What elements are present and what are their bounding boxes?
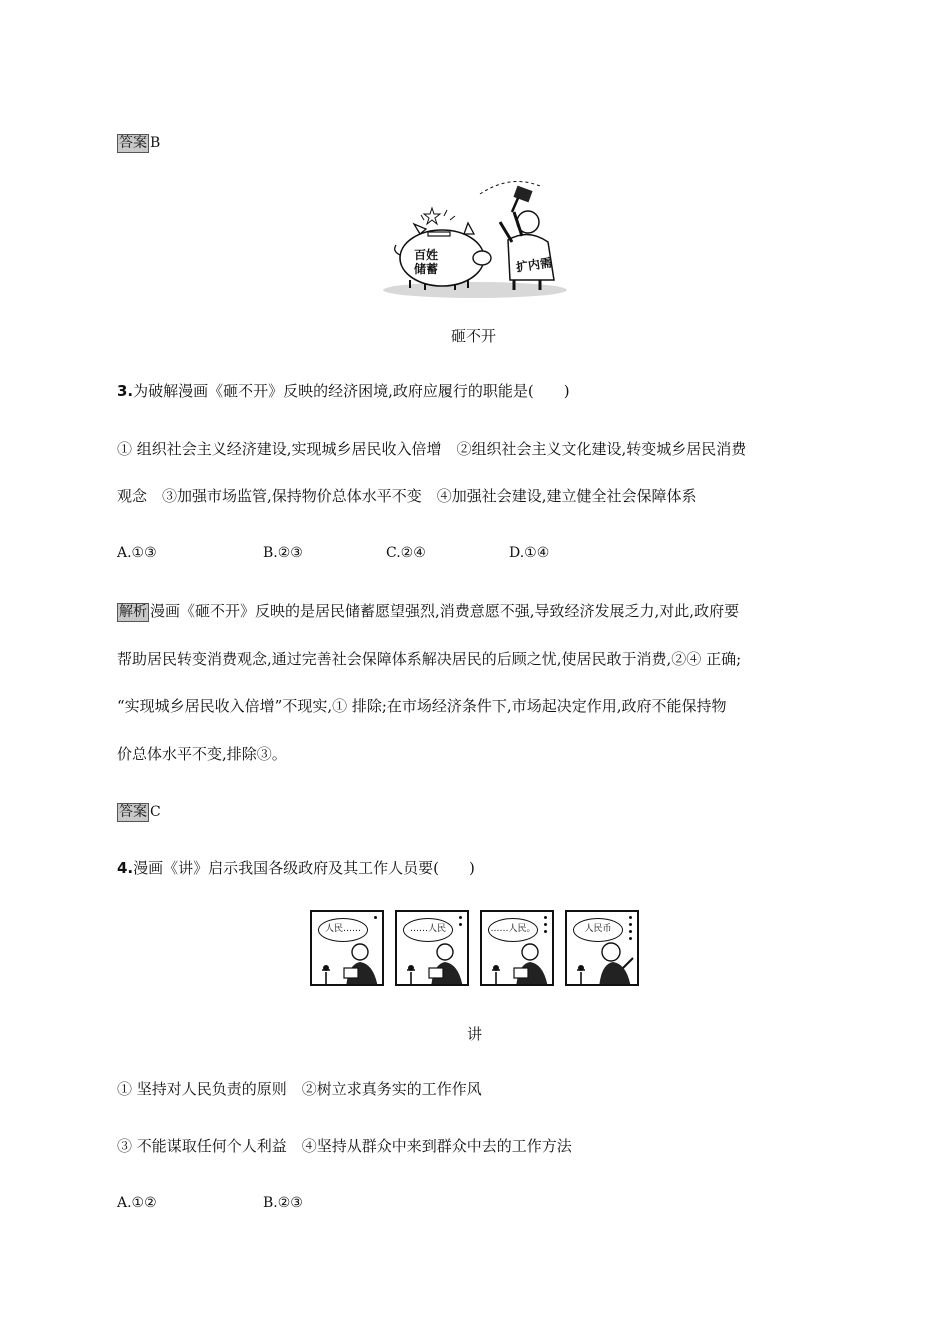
speech-bubble: ……人民。 (488, 918, 538, 942)
q4-statements-line2: ③ 不能谋取任何个人利益 ④坚持从群众中来到群众中去的工作方法 (117, 1137, 572, 1155)
pig-label (414, 248, 438, 276)
comic-panel-4 (565, 910, 639, 986)
comic-panel-2 (395, 910, 469, 986)
cartoon2-caption: 讲 (467, 1025, 483, 1043)
q4-option-b: B.②③ (263, 1195, 303, 1211)
q3-statements-line2: 观念 ③加强市场监管,保持物价总体水平不变 ④加强社会建设,建立健全社会保障体系 (117, 487, 697, 505)
cartoon1-caption: 砸不开 (451, 327, 497, 345)
q3-option-a: A.①③ (117, 545, 157, 561)
speaker-figure (482, 938, 554, 986)
cartoon-smash-illustration (380, 180, 570, 300)
q4-option-a: A.①② (117, 1195, 157, 1211)
excited-figure (567, 938, 639, 986)
man-label: 扩内需 (515, 255, 553, 275)
q3-option-d: D.①④ (509, 545, 550, 561)
pig-label-line1: 百姓 (414, 248, 439, 262)
dots-icon (544, 916, 548, 937)
q3-number: 3. (117, 382, 134, 400)
answer-tag: 答案 (119, 135, 147, 151)
q3-analysis-line4: 价总体水平不变,排除③。 (117, 745, 287, 763)
q4-number: 4. (117, 859, 134, 877)
q3-analysis-line3: “实现城乡居民收入倍增”不现实,① 排除;在市场经济条件下,市场起决定作用,政府不能保持物 (117, 697, 727, 715)
speaker-figure (397, 938, 469, 986)
dots-icon (459, 916, 463, 930)
dots-icon (374, 916, 378, 923)
cartoon-smash-piggy-bank (380, 180, 570, 300)
comic-panel-1 (310, 910, 384, 986)
q3-stem (117, 381, 570, 401)
speech-bubble: ……人民 (403, 918, 453, 942)
analysis-tag: 解析 (119, 604, 147, 620)
analysis-text-line1: 漫画《砸不开》反映的是居民储蓄愿望强烈,消费意愿不强,导致经济发展乏力,对此,政府要 (150, 602, 740, 620)
q3-analysis-line1 (117, 601, 739, 622)
speech-bubble: 人民…… (318, 918, 368, 942)
answer-value: B (150, 135, 161, 151)
q4-statements-line1: ① 坚持对人民负责的原则 ②树立求真务实的工作作风 (117, 1080, 482, 1098)
speech-bubble: 人民币 (573, 918, 623, 942)
speaker-figure (312, 938, 384, 986)
q4-stem (117, 858, 475, 878)
answer-tag: 答案 (119, 804, 147, 820)
comic-panel-3 (480, 910, 554, 986)
q3-stem-text: 为破解漫画《砸不开》反映的经济困境,政府应履行的职能是( ) (133, 382, 570, 400)
q3-analysis-line2: 帮助居民转变消费观念,通过完善社会保障体系解决居民的后顾之忧,使居民敢于消费,②④ 正确; (117, 650, 742, 668)
answer-line (117, 132, 160, 153)
pig-label-line2: 储蓄 (414, 262, 439, 276)
q3-statements-line1: ① 组织社会主义经济建设,实现城乡居民收入倍增 ②组织社会主义文化建设,转变城乡居民消费 (117, 440, 747, 458)
answer-value: C (150, 804, 161, 820)
q4-stem-text: 漫画《讲》启示我国各级政府及其工作人员要( ) (133, 859, 475, 877)
q3-option-c: C.②④ (386, 545, 426, 561)
q3-answer-line (117, 801, 161, 822)
q3-option-b: B.②③ (263, 545, 303, 561)
